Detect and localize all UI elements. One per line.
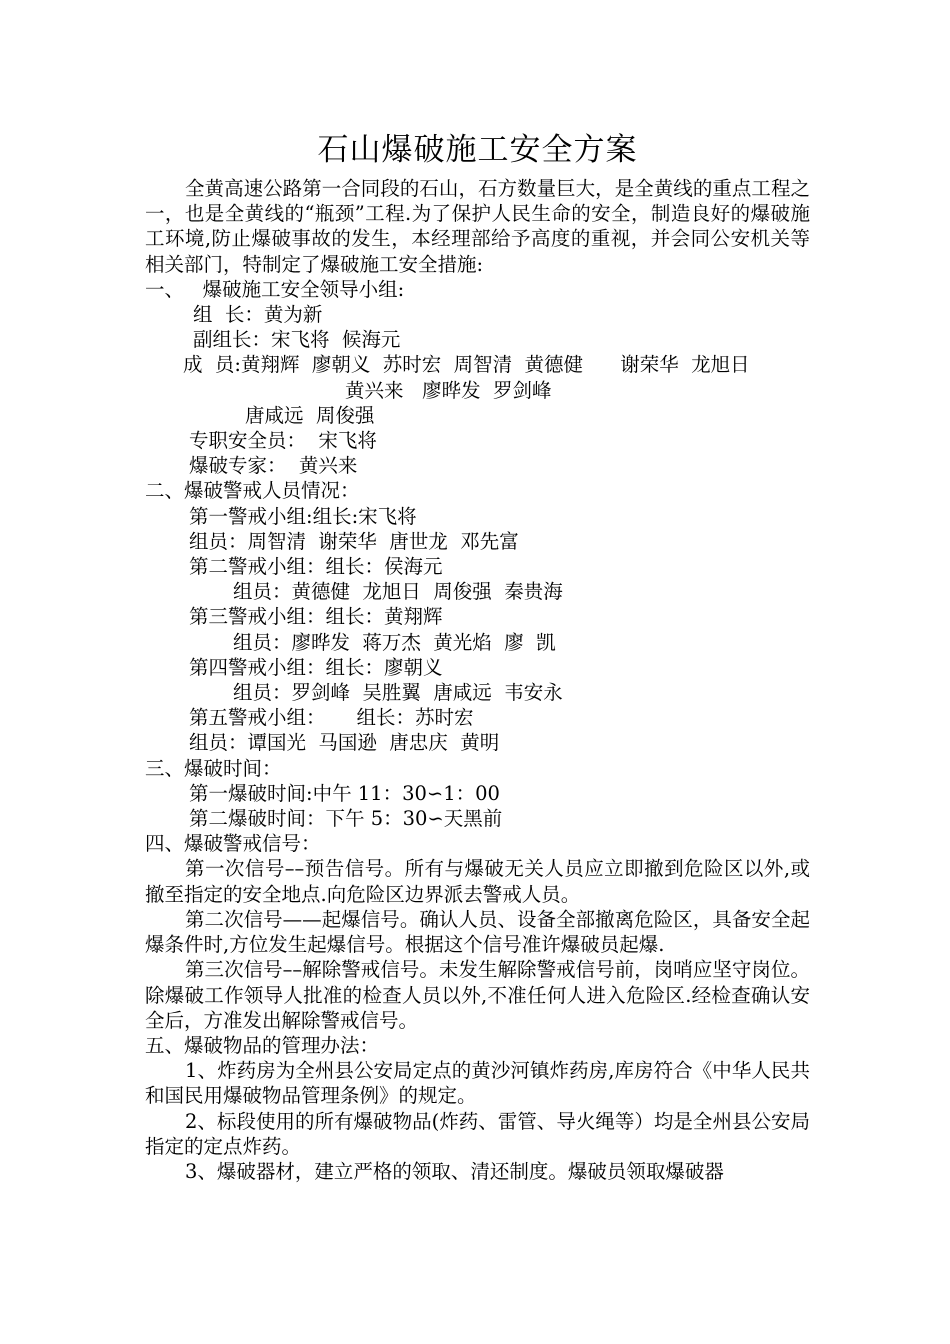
guard-group-5-members: 组员：谭国光 马国逊 唐忠庆 黄明 xyxy=(189,731,500,755)
document-title: 石山爆破施工安全方案 xyxy=(317,132,638,168)
intro-paragraph: 全黄高速公路第一合同段的石山，石方数量巨大，是全黄线的重点工程之一，也是全黄线的“瓶颈”工程.为了保护人民生命的安全，制造良好的爆破施工环境,防止爆破事故的发生，本经理部给予高度的重视，并会同公安机关等相关部门，特制定了爆破施工安全措施: xyxy=(145,177,810,276)
section-2-heading: 二、爆破警戒人员情况： xyxy=(145,479,360,503)
guard-group-1-members: 组员：周智清 谢荣华 唐世龙 邓先富 xyxy=(189,529,519,553)
group-leader-line: 组 长：黄为新 xyxy=(193,303,323,327)
management-item-3: 3、爆破器材，建立严格的领取、清还制度。爆破员领取爆破器 xyxy=(185,1159,724,1183)
section-5-heading: 五、爆破物品的管理办法： xyxy=(145,1033,380,1057)
deputy-leader-line: 副组长：宋飞将 候海元 xyxy=(193,328,401,352)
blast-time-1: 第一爆破时间:中午 11：30∽1：00 xyxy=(189,781,500,805)
section-1-heading: 一、 爆破施工安全领导小组: xyxy=(145,277,405,301)
guard-group-2-leader: 第二警戒小组：组长：侯海元 xyxy=(189,555,443,579)
members-line-3: 唐咸远 周俊强 xyxy=(245,403,375,427)
guard-group-5-leader: 第五警戒小组： 组长：苏时宏 xyxy=(189,706,474,730)
members-line-2: 黄兴来 廖晔发 罗剑峰 xyxy=(345,378,552,402)
blasting-expert-line: 爆破专家： 黄兴来 xyxy=(189,454,358,478)
guard-group-1-leader: 第一警戒小组:组长:宋飞将 xyxy=(189,504,417,528)
management-item-1: 1、炸药房为全州县公安局定点的黄沙河镇炸药房,库房符合《中华人民共和国民用爆破物品管理条例》的规定。 xyxy=(145,1059,810,1108)
blast-time-2: 第二爆破时间：下午 5：30∽天黑前 xyxy=(189,807,503,831)
signal-2-paragraph: 第二次信号——起爆信号。确认人员、设备全部撤离危险区，具备安全起爆条件时,方位发生起爆信号。根据这个信号准许爆破员起爆. xyxy=(145,907,810,957)
guard-group-2-members: 组员：黄德健 龙旭日 周俊强 秦贵海 xyxy=(233,580,563,604)
guard-group-3-members: 组员：廖晔发 蒋万杰 黄光焰 廖 凯 xyxy=(233,630,556,654)
section-3-heading: 三、爆破时间： xyxy=(145,756,282,780)
signal-3-paragraph: 第三次信号––解除警戒信号。未发生解除警戒信号前，岗哨应坚守岗位。除爆破工作领导人批准的检查人员以外,不准任何人进入危险区.经检查确认安全后，方准发出解除警戒信号。 xyxy=(145,958,810,1032)
signal-1-paragraph: 第一次信号––预告信号。所有与爆破无关人员应立即撤到危险区以外,或撤至指定的安全地点.向危险区边界派去警戒人员。 xyxy=(145,857,810,906)
guard-group-4-leader: 第四警戒小组：组长：廖朝义 xyxy=(189,655,443,679)
management-item-2: 2、标段使用的所有爆破物品(炸药、雷管、导火绳等）均是全州县公安局指定的定点炸药。 xyxy=(145,1109,810,1158)
guard-group-3-leader: 第三警戒小组：组长：黄翔辉 xyxy=(189,605,443,629)
safety-officer-line: 专职安全员： 宋飞将 xyxy=(189,429,377,453)
guard-group-4-members: 组员：罗剑峰 吴胜翼 唐咸远 韦安永 xyxy=(233,681,563,705)
section-4-heading: 四、爆破警戒信号： xyxy=(145,832,321,856)
members-line-1: 成 员:黄翔辉 廖朝义 苏时宏 周智清 黄德健 谢荣华 龙旭日 xyxy=(183,353,750,377)
